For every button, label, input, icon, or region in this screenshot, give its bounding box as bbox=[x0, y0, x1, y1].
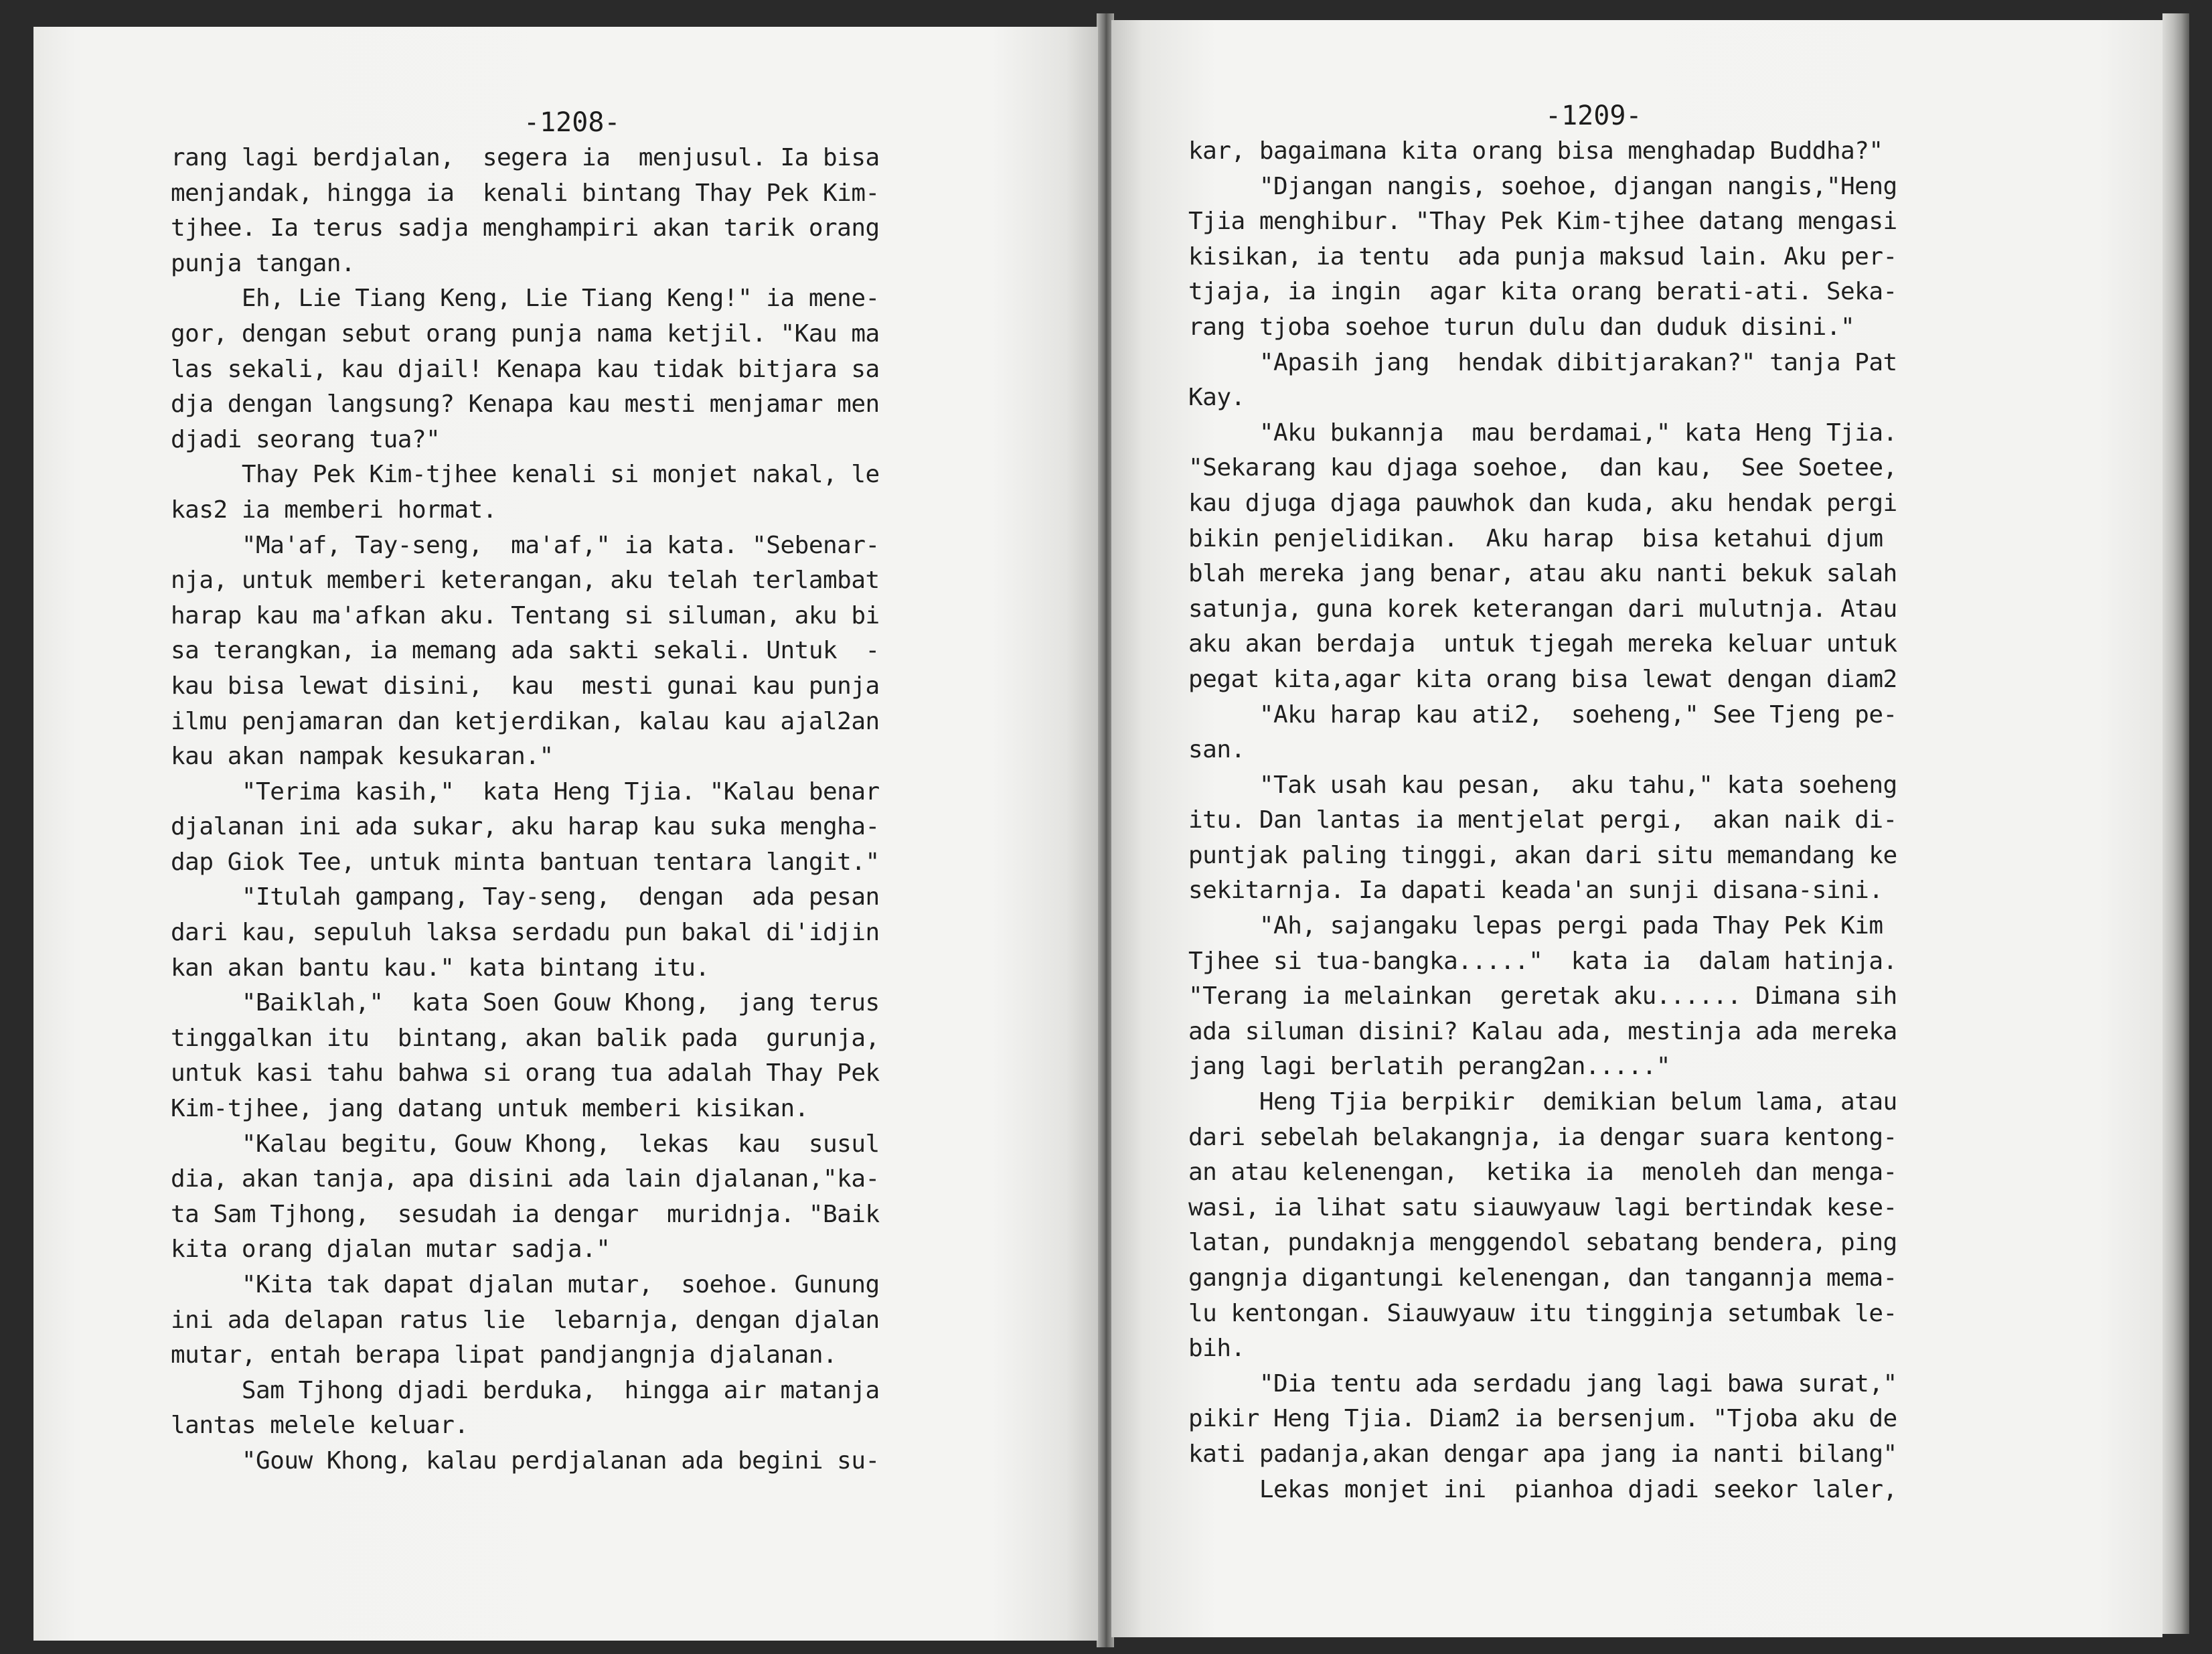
text-line: tinggalkan itu bintang, akan balik pada gurunja, bbox=[171, 1024, 880, 1052]
text-line: blah mereka jang benar, atau aku nanti bekuk salah bbox=[1188, 560, 1897, 588]
text-line: Thay Pek Kim-tjhee kenali si monjet nakal, le bbox=[171, 461, 880, 489]
text-line: puntjak paling tinggi, akan dari situ memandang ke bbox=[1188, 841, 1897, 869]
text-line: las sekali, kau djail! Kenapa kau tidak bitjara sa bbox=[171, 355, 880, 383]
text-line: ada siluman disini? Kalau ada, mestinja ada mereka bbox=[1188, 1017, 1897, 1045]
text-line: untuk kasi tahu bahwa si orang tua adalah Thay Pek bbox=[171, 1059, 880, 1087]
text-line: "Baiklah," kata Soen Gouw Khong, jang terus bbox=[171, 989, 880, 1017]
text-line: tjaja, ia ingin agar kita orang berati-ati. Seka- bbox=[1188, 278, 1897, 306]
text-line: latan, pundaknja menggendol sebatang bendera, ping bbox=[1188, 1229, 1897, 1257]
text-line: menjandak, hingga ia kenali bintang Thay Pek Kim- bbox=[171, 179, 880, 207]
text-line: Lekas monjet ini pianhoa djadi seekor laler, bbox=[1188, 1475, 1897, 1503]
text-line: kati padanja,akan dengar apa jang ia nanti bilang" bbox=[1188, 1440, 1897, 1468]
text-line: "Gouw Khong, kalau perdjalanan ada begini su- bbox=[171, 1446, 880, 1475]
text-line: dja dengan langsung? Kenapa kau mesti menjamar men bbox=[171, 390, 880, 419]
text-line: gangnja digantungi kelenengan, dan tangannja mema- bbox=[1188, 1264, 1897, 1292]
text-line: djadi seorang tua?" bbox=[171, 425, 441, 453]
text-line: lu kentongan. Siauwyauw itu tingginja setumbak le- bbox=[1188, 1299, 1897, 1327]
text-line: "Terang ia melainkan geretak aku...... Dimana sih bbox=[1188, 982, 1897, 1010]
text-line: Kay. bbox=[1188, 384, 1245, 412]
text-line: kau akan nampak kesukaran." bbox=[171, 743, 554, 771]
text-line: kan akan bantu kau." kata bintang itu. bbox=[171, 954, 710, 982]
left-page bbox=[33, 27, 1098, 1641]
text-line: kita orang djalan mutar sadja." bbox=[171, 1235, 611, 1264]
text-line: ilmu penjamaran dan ketjerdikan, kalau kau ajal2an bbox=[171, 707, 880, 735]
text-line: punja tangan. bbox=[171, 249, 356, 277]
text-line: lantas melele keluar. bbox=[171, 1412, 469, 1440]
text-line: gor, dengan sebut orang punja nama ketjil. "Kau ma bbox=[171, 319, 880, 348]
text-line: "Ah, sajangaku lepas pergi pada Thay Pek Kim bbox=[1188, 912, 1883, 940]
text-line: "Tak usah kau pesan, aku tahu," kata soeheng bbox=[1188, 771, 1897, 799]
text-line: Heng Tjia berpikir demikian belum lama, atau bbox=[1188, 1088, 1897, 1116]
text-line: pikir Heng Tjia. Diam2 ia bersenjum. "Tjoba aku de bbox=[1188, 1405, 1897, 1433]
text-line: "Ma'af, Tay-seng, ma'af," ia kata. "Sebenar- bbox=[171, 531, 880, 559]
text-line: Sam Tjhong djadi berduka, hingga air matanja bbox=[171, 1376, 880, 1404]
text-line: dari sebelah belakangnja, ia dengar suara kentong- bbox=[1188, 1123, 1897, 1151]
text-line: kisikan, ia tentu ada punja maksud lain. Aku per- bbox=[1188, 242, 1897, 271]
text-line: ini ada delapan ratus lie lebarnja, dengan djalan bbox=[171, 1306, 880, 1334]
text-line: aku akan berdaja untuk tjegah mereka keluar untuk bbox=[1188, 630, 1897, 658]
text-line: kas2 ia memberi hormat. bbox=[171, 496, 497, 524]
text-line: "Terima kasih," kata Heng Tjia. "Kalau benar bbox=[171, 777, 880, 806]
text-line: bikin penjelidikan. Aku harap bisa ketahui djum bbox=[1188, 524, 1883, 552]
text-line: "Dia tentu ada serdadu jang lagi bawa surat," bbox=[1188, 1369, 1897, 1398]
text-line: jang lagi berlatih perang2an....." bbox=[1188, 1053, 1670, 1081]
right-page bbox=[1111, 20, 2162, 1637]
text-line: harap kau ma'afkan aku. Tentang si siluman, aku bi bbox=[171, 601, 880, 629]
text-line: "Kita tak dapat djalan mutar, soehoe. Gunung bbox=[171, 1271, 880, 1298]
text-line: "Apasih jang hendak dibitjarakan?" tanja Pat bbox=[1188, 348, 1897, 376]
text-line: san. bbox=[1188, 736, 1245, 764]
page-edge bbox=[2162, 13, 2189, 1634]
text-line: Tjhee si tua-bangka....." kata ia dalam hatinja. bbox=[1188, 947, 1897, 975]
text-line: wasi, ia lihat satu siauwyauw lagi bertindak kese- bbox=[1188, 1193, 1897, 1221]
text-line: dia, akan tanja, apa disini ada lain djalanan,"ka- bbox=[171, 1165, 880, 1193]
text-line: Tjia menghibur. "Thay Pek Kim-tjhee datang mengasi bbox=[1188, 208, 1897, 236]
text-line: rang tjoba soehoe turun dulu dan duduk disini." bbox=[1188, 313, 1855, 341]
text-line: bih. bbox=[1188, 1335, 1245, 1363]
text-line: ta Sam Tjhong, sesudah ia dengar muridnja. "Baik bbox=[171, 1200, 880, 1228]
text-line: "Itulah gampang, Tay-seng, dengan ada pesan bbox=[171, 883, 880, 911]
text-line: tjhee. Ia terus sadja menghampiri akan tarik orang bbox=[171, 214, 880, 242]
text-line: "Djangan nangis, soehoe, djangan nangis,"Heng bbox=[1188, 172, 1897, 200]
right-page-number: -1209- bbox=[1545, 100, 1642, 131]
text-line: mutar, entah berapa lipat pandjangnja djalanan. bbox=[171, 1341, 838, 1369]
text-line: nja, untuk memberi keterangan, aku telah terlambat bbox=[171, 567, 880, 595]
text-line: kau bisa lewat disini, kau mesti gunai kau punja bbox=[171, 672, 880, 700]
text-line: Eh, Lie Tiang Keng, Lie Tiang Keng!" ia mene- bbox=[171, 285, 880, 313]
text-line: dap Giok Tee, untuk minta bantuan tentara langit." bbox=[171, 848, 880, 876]
text-line: kar, bagaimana kita orang bisa menghadap Buddha?" bbox=[1188, 137, 1883, 165]
text-line: pegat kita,agar kita orang bisa lewat dengan diam2 bbox=[1188, 665, 1897, 693]
text-line: rang lagi berdjalan, segera ia menjusul. Ia bisa bbox=[171, 144, 880, 171]
left-page-number: -1208- bbox=[524, 107, 621, 138]
right-page-text bbox=[1188, 134, 1897, 1507]
text-line: sa terangkan, ia memang ada sakti sekali. Untuk - bbox=[171, 637, 880, 665]
text-line: Kim-tjhee, jang datang untuk memberi kisikan. bbox=[171, 1095, 809, 1123]
text-line: an atau kelenengan, ketika ia menoleh dan menga- bbox=[1188, 1158, 1897, 1187]
text-line: satunja, guna korek keterangan dari mulutnja. Atau bbox=[1188, 595, 1897, 623]
text-line: sekitarnja. Ia dapati keada'an sunji disana-sini. bbox=[1188, 877, 1883, 905]
text-line: "Sekarang kau djaga soehoe, dan kau, See Soetee, bbox=[1188, 454, 1897, 482]
text-line: kau djuga djaga pauwhok dan kuda, aku hendak pergi bbox=[1188, 489, 1897, 517]
text-line: "Aku harap kau ati2, soeheng," See Tjeng pe- bbox=[1188, 700, 1897, 729]
text-line: "Kalau begitu, Gouw Khong, lekas kau susul bbox=[171, 1130, 880, 1158]
left-page-text bbox=[171, 141, 880, 1479]
text-line: "Aku bukannja mau berdamai," kata Heng Tjia. bbox=[1188, 419, 1897, 447]
text-line: djalanan ini ada sukar, aku harap kau suka mengha- bbox=[171, 813, 880, 841]
text-line: dari kau, sepuluh laksa serdadu pun bakal di'idjin bbox=[171, 919, 880, 947]
text-line: itu. Dan lantas ia mentjelat pergi, akan naik di- bbox=[1188, 806, 1897, 834]
